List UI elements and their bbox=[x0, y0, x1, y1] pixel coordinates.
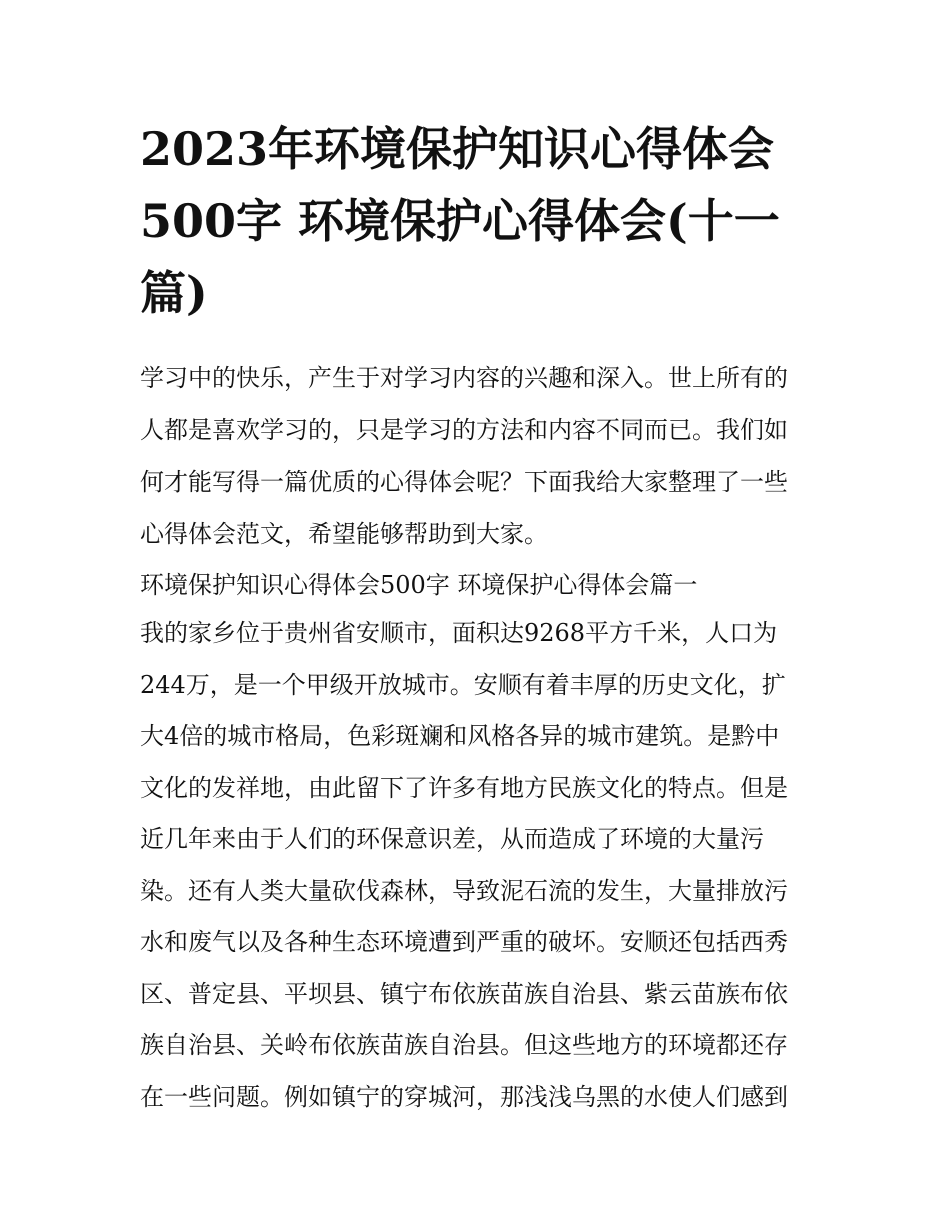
body-line: 近几年来由于人们的环保意识差，从而造成了环境的大量污 bbox=[140, 825, 764, 853]
body-line: 244万，是一个甲级开放城市。安顺有着丰厚的历史文化，扩 bbox=[140, 670, 786, 699]
intro-paragraph bbox=[140, 352, 820, 560]
body-line: 区、普定县、平坝县、镇宁布依族苗族自治县、紫云苗族布依 bbox=[140, 979, 788, 1008]
body-line: 我的家乡位于贵州省安顺市，面积达9268平方千米，人口为 bbox=[140, 619, 778, 647]
title-line: 篇) bbox=[140, 266, 208, 320]
intro-line: 何才能写得一篇优质的心得体会呢？下面我给大家整理了一些 bbox=[140, 468, 788, 496]
body-line: 大4倍的城市格局，色彩斑斓和风格各异的城市建筑。是黔中 bbox=[140, 722, 780, 750]
body-line: 族自治县、关岭布依族苗族自治县。但这些地方的环境都还存 bbox=[140, 1031, 788, 1059]
body-line: 水和废气以及各种生态环境遭到严重的破坏。安顺还包括西秀 bbox=[140, 928, 788, 956]
title-line: 500字 环境保护心得体会(十一 bbox=[140, 194, 780, 248]
body-line: 在一些问题。例如镇宁的穿城河，那浅浅乌黑的水使人们感到 bbox=[140, 1082, 788, 1111]
body-line: 文化的发祥地，由此留下了许多有地方民族文化的特点。但是 bbox=[140, 773, 788, 802]
body-paragraph bbox=[140, 608, 820, 1123]
section-heading: 环境保护知识心得体会500字 环境保护心得体会篇一 bbox=[140, 571, 698, 599]
document-title bbox=[140, 113, 820, 329]
title-line: 2023年环境保护知识心得体会 bbox=[140, 122, 775, 176]
intro-line: 学习中的快乐，产生于对学习内容的兴趣和深入。世上所有的 bbox=[140, 364, 788, 392]
body-line: 染。还有人类大量砍伐森林，导致泥石流的发生，大量排放污 bbox=[140, 876, 788, 905]
intro-line: 心得体会范文，希望能够帮助到大家。 bbox=[140, 520, 548, 548]
intro-line: 人都是喜欢学习的，只是学习的方法和内容不同而已。我们如 bbox=[140, 416, 788, 444]
